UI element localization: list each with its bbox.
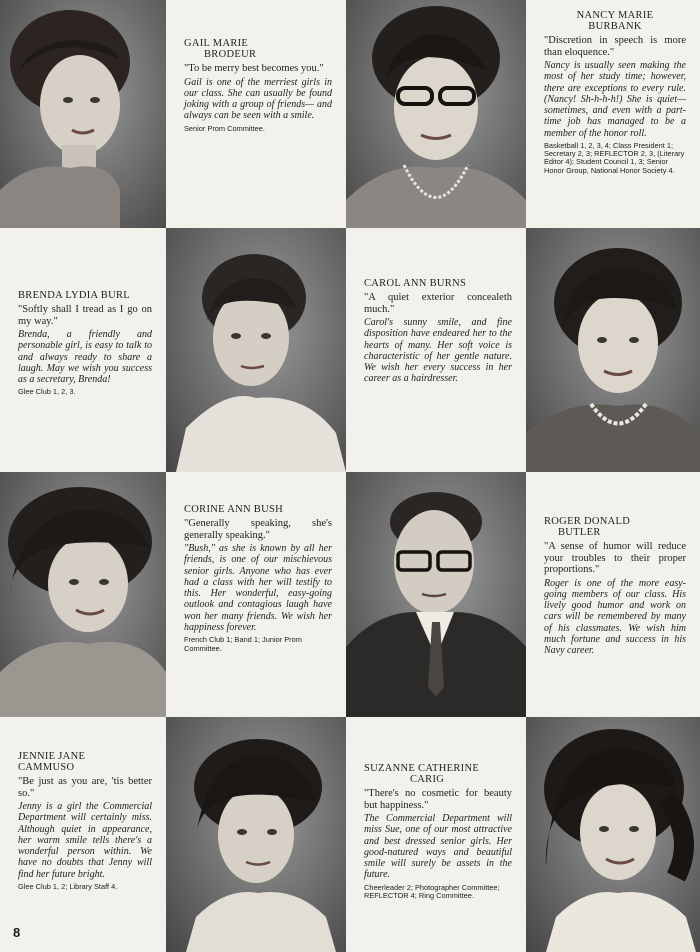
senior-quote: "There's no cosmetic for beauty but happiness." [364,788,512,811]
senior-activities: Cheerleader 2; Photographer Committee; REFLECTOR 4; Ring Committee. [364,882,500,900]
senior-quote: "Softly shall I tread as I go on my way." [18,304,152,327]
senior-quote: "Discretion in speech is more than eloquence." [544,35,686,58]
senior-name: GAIL MARIE BRODEUR [184,38,257,60]
senior-quote: "A quiet exterior concealeth much." [364,292,512,315]
senior-card-jennie [0,717,166,952]
senior-description: "Bush," as she is known by all her friends, is one of our mischievous senior girls. Anyone who has ever had a class with her will testify to this. Her wonderful, easy-going outlook and contagious laugh have won her many friends. We wish her happiness forever. [184,543,332,634]
senior-quote: "To be merry best becomes you." [184,63,324,74]
senior-name: NANCY MARIE BURBANK [576,10,654,32]
senior-activities: Senior Prom Committee. [184,123,265,133]
senior-card-corine [166,472,346,717]
senior-card-gail [166,0,346,228]
senior-card-roger [526,472,700,717]
senior-quote: "Be just as you are, 'tis better so." [18,776,152,799]
senior-description: Roger is one of the more easy-going members of our class. His lively good humor and work on cars will be remembered by many of his classmates. We wish him much fortune and success in his Navy career. [544,577,686,657]
senior-activities: Glee Club 1, 2; Library Staff 4. [18,882,118,892]
page-number: 8 [13,925,21,940]
senior-activities: French Club 1; Band 1; Junior Prom Committee. [184,635,302,653]
portrait-suzanne [526,717,700,952]
portrait-gail [0,0,166,228]
senior-card-carol [346,228,526,472]
senior-card-brenda [0,228,166,472]
senior-description: Carol's sunny smile, and fine disposition have endeared her to the hearts of many. Her soft voice is characteristic of her gentle nature. We wish her every success in her career as a hairdresser. [364,317,512,385]
senior-name: CORINE ANN BUSH [184,504,284,515]
portrait-corine [0,472,166,717]
portrait-jennie [166,717,346,952]
senior-description: Brenda, a friendly and personable girl, is easy to talk to and always ready to share a laugh. May we wish you success as a secretary, Brenda! [18,329,152,386]
senior-card-nancy [526,0,700,228]
senior-description: Gail is one of the merriest girls in our class. She can usually be found joking with a group of friends— and always can be seen with a smile. [184,76,332,122]
senior-description: The Commercial Department will miss Sue, one of our most attractive and best dressed senior girls. Her good-natured ways and beautiful smile will surely be assets in the future. [364,813,512,881]
senior-name: CAROL ANN BURNS [364,278,467,289]
senior-description: Nancy is usually seen making the most of her study time; however, there are exceptions to every rule. (Nancy! Sh-h-h-h!) She is quiet—sometimes, and even with a part-time job has managed to be a member of the honor roll. [544,60,686,139]
portrait-carol [526,228,700,472]
senior-activities: Glee Club 1, 2, 3. [18,387,76,397]
senior-description: Jenny is a girl the Commercial Department will certainly miss. Although quiet in appearance, her warm smile tells there's a wonderful person within. We have no doubts that Jenny will find her future bright. [18,801,152,880]
senior-name: SUZANNE CATHERINE CARIG [364,763,480,785]
portrait-nancy [346,0,526,228]
senior-card-suzanne [346,717,526,952]
senior-name: JENNIE JANE CAMMUSO [18,751,86,773]
senior-name: BRENDA LYDIA BURL [18,290,130,301]
portrait-brenda [166,228,346,472]
senior-quote: "Generally speaking, she's generally speaking." [184,518,332,541]
senior-quote: "A sense of humor will reduce your troubles to their proper proportions." [544,541,686,575]
portrait-roger [346,472,526,717]
senior-activities: Basketball 1, 2, 3, 4; Class President 1; Secretary 2, 3; REFLECTOR 2, 3, (Literary Editor 4); Student Council 1, 3; Senior Honor Group, National Honor Society 4. [544,141,685,175]
senior-name: ROGER DONALD BUTLER [544,516,631,538]
